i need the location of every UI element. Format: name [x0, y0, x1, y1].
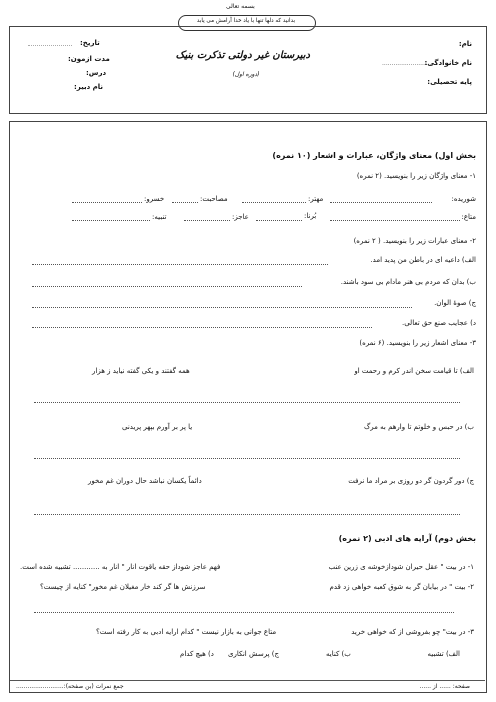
grade-label: پایه تحصیلی: — [427, 78, 472, 86]
family-label: نام خانوادگی: — [424, 59, 472, 67]
q2-blank-b — [32, 286, 302, 287]
s2-q3-a: ۳- در بیت" چو بفروشی از که خواهی خرید — [351, 628, 474, 636]
s2-q3-opt-d: د) هیچ کدام — [180, 650, 214, 658]
q1-word-5: متاع: — [461, 213, 476, 221]
bismillah: بسمه تعالی — [226, 3, 255, 10]
q3-item-b-1: ب) در حبس و خلوتم تا وارهم به مرگ — [364, 423, 474, 431]
q1-blank-7 — [184, 220, 230, 221]
s2-q2-a: ۲- بیت " در بیابان گر به شوق کعبه خواهی زد قدم — [329, 583, 474, 591]
section1-title: بخش اول) معنای واژگان، عبارات و اشعار (۱۰ نمره) — [272, 151, 476, 160]
section2-title: بخش دوم) آرایه های ادبی (۲ نمره) — [338, 534, 476, 543]
date-blur — [28, 42, 72, 46]
teacher-label: نام دبیر: — [74, 83, 104, 91]
q2-blank-c — [32, 307, 412, 308]
s2-q3-opt-a: الف) تشبیه — [427, 650, 460, 658]
q1-word-7: عاجز: — [232, 213, 249, 221]
q1-blank-2 — [242, 202, 306, 203]
q3-item-a-2: همه گفتند و یکی گفته نیاید ز هزار — [92, 367, 190, 375]
school-name: دبیرستان غیر دولتی تذکرت بنیک — [175, 50, 310, 61]
q3-item-b-2: یا پر بر آورم بپهر پریدنی — [122, 423, 193, 431]
q1-heading: ۱- معنای واژگان زیر را بنویسید. (۲ نمره) — [356, 172, 476, 180]
motto: بدانید که دلها تنها با یاد خدا آرامش می یابد — [196, 18, 296, 24]
q1-word-4: خسرو: — [144, 195, 165, 203]
q1-blank-6 — [256, 220, 302, 221]
s2-q1-a: ۱- در بیت " عقل حیران شودازخوشه ی زرین عنب — [328, 563, 474, 571]
q1-blank-4 — [72, 202, 142, 203]
s2-q1-b: فهم عاجز شوداز حقه یاقوت انار " انار به ............ تشبیه شده است. — [20, 563, 221, 571]
school-sub: (دوره اول) — [232, 71, 260, 78]
q1-word-2: مهتر: — [308, 195, 324, 203]
q2-item-c: ج) صوهٔ الوان. — [434, 299, 476, 307]
q1-blank-1 — [330, 202, 432, 203]
q3-item-c-2: دائماً یکسان نباشد حال دوران غم مخور — [88, 477, 202, 485]
q1-word-8: تنبیه: — [152, 213, 167, 221]
duration-label: مدت ازمون: — [68, 55, 110, 63]
q3-item-a-1: الف) تا قیامت سخن اندر کرم و رحمت او — [354, 367, 474, 375]
body-frame — [9, 121, 487, 693]
q1-blank-5 — [330, 220, 460, 221]
q2-blank-d — [32, 327, 372, 328]
s2-q3-opt-b: ب) کنایه — [326, 650, 351, 658]
page-number: صفحه: ...... از ...... — [419, 683, 470, 690]
q3-blank-c — [34, 514, 460, 515]
s2-q2-blank — [34, 612, 454, 613]
q2-blank-a — [32, 264, 328, 265]
q2-item-a: الف) داعیه ای در باطن من پدید امد. — [370, 256, 476, 264]
q2-item-b: ب) بدان که مردم بی هنر مادام بی سود باشند. — [340, 278, 476, 286]
s2-q2-b: سرزنش ها گر کند خار مغیلان غم مخور" کنایه از چیست؟ — [40, 583, 206, 591]
footer-divider — [10, 680, 485, 681]
name-label: نام: — [458, 40, 472, 48]
q1-word-1: شوریده: — [451, 195, 476, 203]
q2-heading: ۲- معنای عبارات زیر را بنویسید. ( ۲ نمره) — [353, 237, 476, 245]
q2-item-d: د) عجایب صنع حق تعالی. — [402, 319, 476, 327]
q1-word-3: مصاحبت: — [200, 195, 228, 203]
q1-word-6: بُرنا: — [304, 212, 317, 220]
date-label: تاریخ: — [80, 39, 100, 47]
s2-q3-b: متاع جوانی به بازار نیست " کدام ارایه ادبی به کار رفته است؟ — [96, 628, 277, 636]
total-score: جمع نمرات (بن صفحه):......................... — [16, 683, 124, 690]
q3-item-c-1: ج) دور گردون گر دو روزی بر مراد ما نرفت — [348, 477, 474, 485]
q3-blank-a — [34, 402, 460, 403]
s2-q3-opt-c: ج) پرسش انکاری — [228, 650, 280, 658]
q1-blank-3 — [172, 202, 198, 203]
q3-blank-b — [34, 458, 460, 459]
family-dots: ........................... — [382, 60, 434, 67]
lesson-label: درس: — [86, 69, 107, 77]
q3-heading: ۳- معنای اشعار زیر را بنویسید. (۶ نمره) — [359, 339, 476, 347]
q1-blank-8 — [72, 220, 150, 221]
